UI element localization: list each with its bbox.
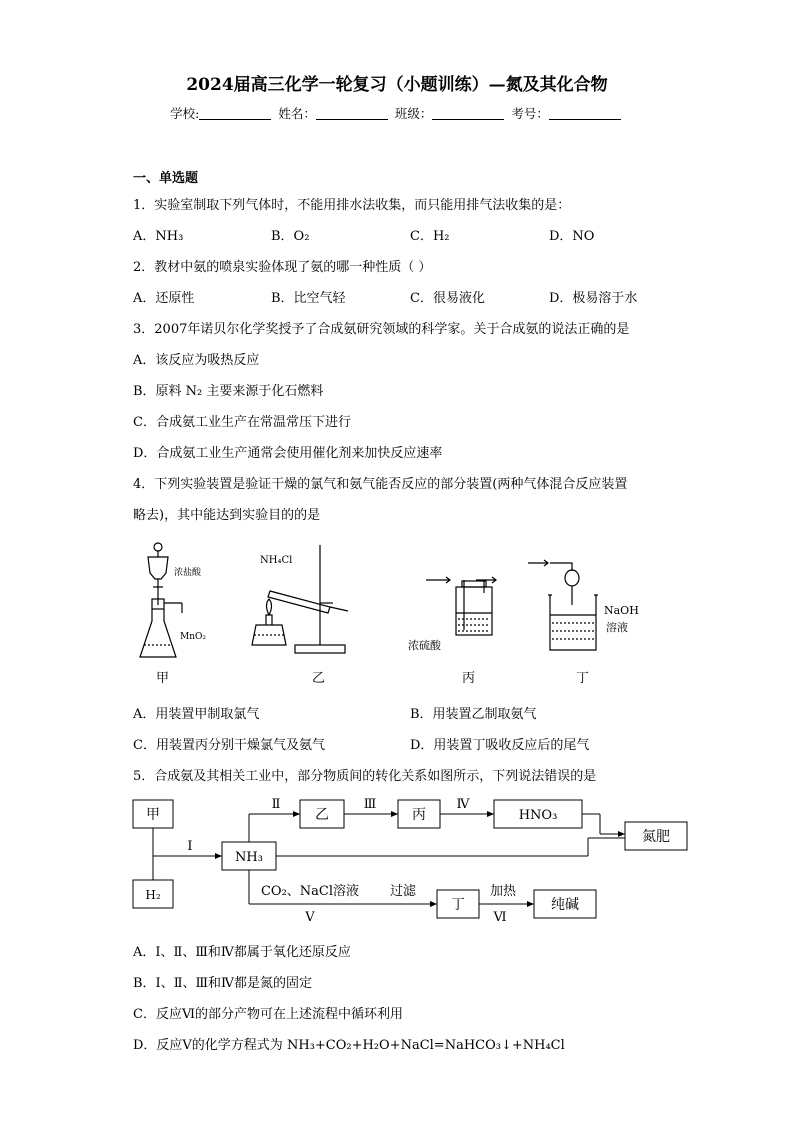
q1-option-b: B．O₂: [271, 229, 310, 244]
number-blank[interactable]: [549, 107, 621, 120]
node-soda: 纯碱: [551, 897, 579, 913]
q3-stem: 3．2007年诺贝尔化学奖授予了合成氨研究领域的科学家。关于合成氨的说法正确的是: [133, 322, 630, 337]
label-jia: 甲: [156, 671, 170, 686]
node-ding: 丁: [451, 897, 465, 913]
label-mno2: MnO₂: [180, 632, 206, 642]
page-title: 2024届高三化学一轮复习（小题训练）—氮及其化合物: [186, 75, 608, 95]
node-fertilizer: 氮肥: [642, 829, 670, 845]
class-blank[interactable]: [432, 107, 504, 120]
q4-option-c: C．用装置丙分别干燥氯气及氨气: [133, 738, 325, 753]
condition-co2-nacl: CO₂、NaCl溶液: [260, 884, 360, 899]
name-blank[interactable]: [316, 107, 388, 120]
node-h2: H₂: [145, 888, 161, 902]
q4-option-b: B．用装置乙制取氨气: [410, 707, 537, 722]
q1-option-d: D．NO: [549, 229, 595, 244]
class-label: 班级：: [394, 106, 433, 121]
reaction-3: Ⅲ: [363, 797, 377, 812]
school-label: 学校:: [170, 106, 200, 121]
q3-option-c: C．合成氨工业生产在常温常压下进行: [133, 415, 351, 430]
apparatus-bing: [426, 577, 496, 635]
reaction-6: Ⅵ: [493, 910, 507, 925]
q2-option-c: C．很易液化: [410, 291, 485, 306]
label-hcl: 浓盐酸: [174, 568, 202, 578]
label-naoh: NaOH: [604, 604, 639, 617]
q2-option-d: D．极易溶于水: [549, 291, 638, 306]
q4-stem-line1: 4．下列实验装置是验证干燥的氯气和氨气能否反应的部分装置(两种气体混合反应装置: [133, 477, 628, 492]
q5-option-a: A．Ⅰ、Ⅱ、Ⅲ和Ⅳ都属于氧化还原反应: [133, 945, 351, 960]
school-blank[interactable]: [199, 107, 271, 120]
node-nh3: NH₃: [235, 850, 263, 865]
q5-option-c: C．反应Ⅵ的部分产物可在上述流程中循环利用: [133, 1007, 404, 1022]
label-nh4cl: NH₄Cl: [260, 555, 293, 566]
name-label: 姓名：: [278, 106, 316, 121]
q3-option-b: B．原料 N₂ 主要来源于化石燃料: [133, 384, 324, 399]
q1-option-c: C．H₂: [410, 229, 450, 244]
node-yi: 乙: [315, 807, 329, 823]
q2-option-b: B．比空气轻: [271, 291, 346, 306]
label-yi: 乙: [312, 671, 326, 686]
number-label: 考号：: [511, 106, 549, 121]
q4-option-d: D．用装置丁吸收反应后的尾气: [410, 738, 590, 753]
reaction-5: Ⅴ: [305, 910, 315, 925]
label-solution: 溶液: [606, 621, 628, 634]
label-bing: 丙: [462, 671, 476, 686]
q4-stem-line2: 略去)，其中能达到实验目的的是: [133, 508, 321, 523]
node-hno3: HNO₃: [518, 808, 558, 823]
q2-option-a: A．还原性: [133, 291, 195, 306]
q3-option-d: D．合成氨工业生产通常会使用催化剂来加快反应速率: [133, 446, 443, 461]
q5-option-b: B．Ⅰ、Ⅱ、Ⅲ和Ⅳ都是氮的固定: [133, 976, 313, 991]
apparatus-jia: [140, 543, 182, 657]
student-info: [0, 104, 794, 122]
q5-option-d: D．反应Ⅴ的化学方程式为 NH₃+CO₂+H₂O+NaCl=NaHCO₃↓+NH₄Cl: [133, 1038, 565, 1053]
condition-heat: 加热: [489, 884, 517, 899]
condition-filter: 过滤: [389, 884, 417, 899]
q5-stem: 5．合成氨及其相关工业中，部分物质间的转化关系如图所示，下列说法错误的是: [133, 769, 597, 784]
q3-option-a: A．该反应为吸热反应: [133, 353, 260, 368]
q4-option-a: A．用装置甲制取氯气: [133, 707, 260, 722]
q5-flow-diagram: [0, 790, 794, 930]
label-h2so4: 浓硫酸: [408, 639, 441, 652]
apparatus-ding: [528, 560, 598, 650]
node-jia: 甲: [146, 807, 160, 823]
reaction-4: Ⅳ: [456, 797, 470, 812]
q1-stem: 1．实验室制取下列气体时，不能用排水法收集，而只能用排气法收集的是：: [133, 198, 571, 213]
reaction-1: Ⅰ: [187, 839, 193, 854]
label-ding: 丁: [576, 671, 590, 686]
reaction-2: Ⅱ: [271, 797, 281, 812]
q2-stem: 2．教材中氨的喷泉实验体现了氨的哪一种性质（ ）: [133, 260, 432, 275]
q1-option-a: A．NH₃: [133, 229, 184, 244]
section-heading: 一、单选题: [133, 171, 199, 186]
node-bing: 丙: [412, 807, 426, 823]
q4-apparatus-figure: [130, 535, 670, 690]
